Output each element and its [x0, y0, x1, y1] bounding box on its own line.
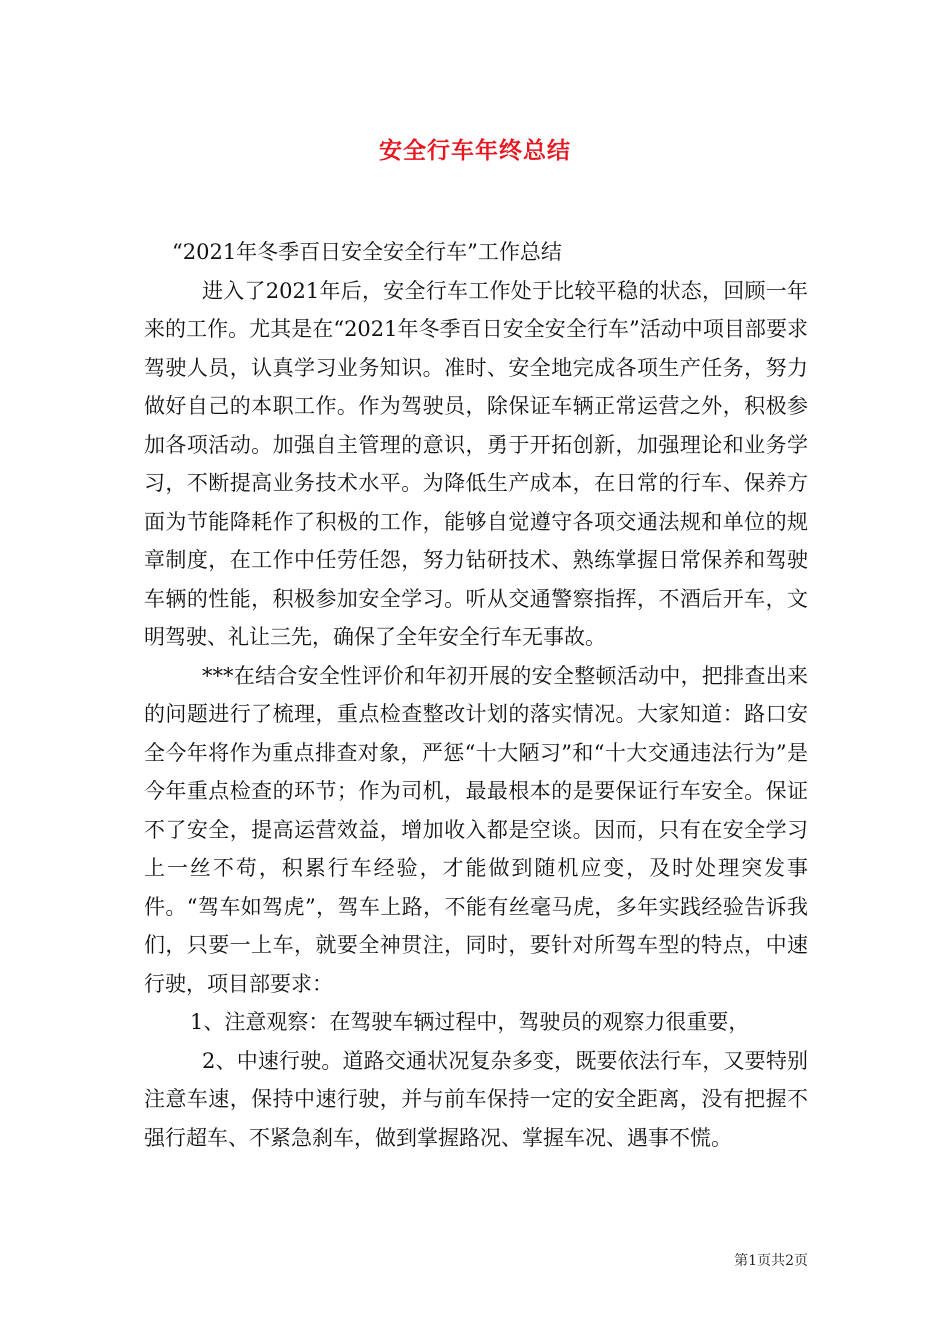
paragraph-2: ***在结合安全性评价和年初开展的安全整顿活动中，把排查出来的问题进行了梳理，重点检查整改计划的落实情况。大家知道：路口安全今年将作为重点排查对象，严惩“十大陋习”和“十大交通违法行为”是今年重点检查的环节；作为司机，最最根本的是要保证行车安全。保证不了安全，提高运营效益，增加收入都是空谈。因而，只有在安全学习上一丝不苟，积累行车经验，才能做到随机应变，及时处理突发事件。“驾车如驾虎”，驾车上路，不能有丝毫马虎，多年实践经验告诉我们，只要一上车，就要全神贯注，同时，要针对所驾车型的特点，中速行驶，项目部要求： [144, 663, 808, 996]
list-item-2: 2、中速行驶。道路交通状况复杂多变，既要依法行车，又要特别注意车速，保持中速行驶，并与前车保持一定的安全距离，没有把握不强行超车、不紧急刹车，做到掌握路况、掌握车况、遇事不慌。 [144, 1048, 808, 1150]
document-body [144, 233, 808, 1157]
document-title: 安全行车年终总结 [379, 137, 571, 164]
paragraph-1: 进入了2021年后，安全行车工作处于比较平稳的状态，回顾一年来的工作。尤其是在“2021年冬季百日安全安全行车”活动中项目部要求驾驶人员，认真学习业务知识。准时、安全地完成各项生产任务，努力做好自己的本职工作。作为驾驶员，除保证车辆正常运营之外，积极参加各项活动。加强自主管理的意识，勇于开拓创新，加强理论和业务学习，不断提高业务技术水平。为降低生产成本，在日常的行车、保养方面为节能降耗作了积极的工作，能够自觉遵守各项交通法规和单位的规章制度，在工作中任劳任怨，努力钻研技术、熟练掌握日常保养和驾驶车辆的性能，积极参加安全学习。听从交通警察指挥，不酒后开车，文明驾驶、礼让三先，确保了全年安全行车无事故。 [144, 278, 808, 649]
document-subtitle: “2021年冬季百日安全安全行车”工作总结 [172, 240, 562, 264]
page-number: 第1页共2页 [734, 1253, 808, 1269]
list-item-1: 1、注意观察：在驾驶车辆过程中，驾驶员的观察力很重要， [190, 1010, 750, 1034]
